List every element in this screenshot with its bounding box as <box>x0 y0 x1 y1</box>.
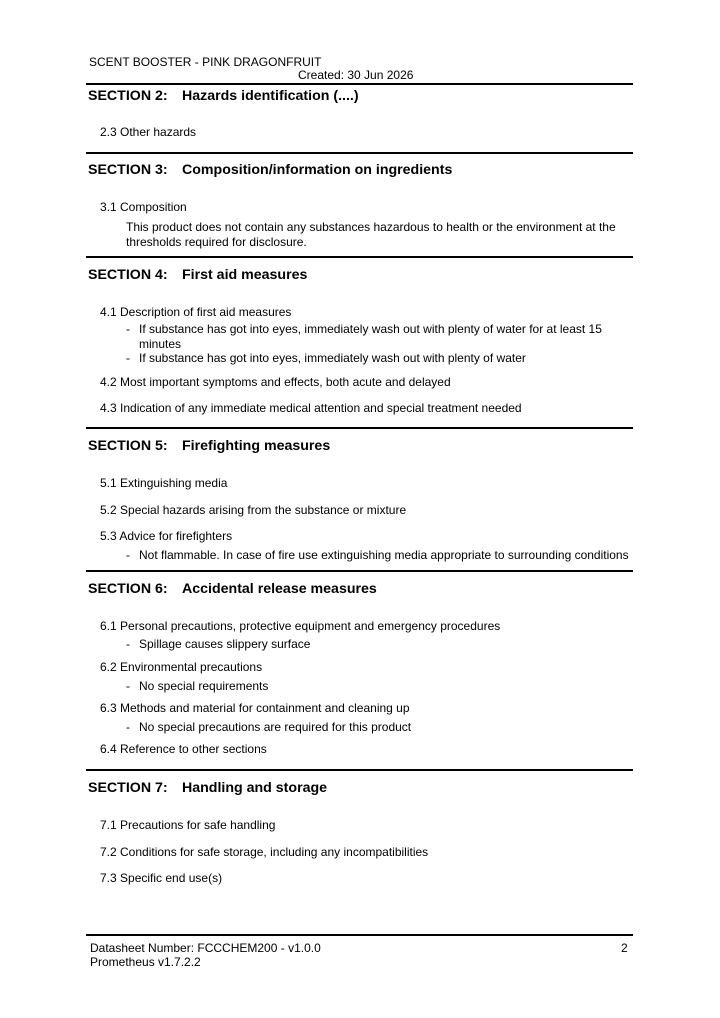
section-number: SECTION 4: <box>88 267 168 283</box>
subsection-heading: 6.1 Personal precautions, protective equipment and emergency procedures <box>100 619 501 633</box>
section-divider <box>86 427 633 429</box>
section-title: Accidental release measures <box>182 581 377 597</box>
section-7-heading <box>88 780 327 796</box>
software-version: Prometheus v1.7.2.2 <box>90 955 201 969</box>
section-3-heading <box>88 162 452 178</box>
bullet-text: If substance has got into eyes, immediately wash out with plenty of water for at least 15 minutes <box>139 322 602 351</box>
bullet-item: - If substance has got into eyes, immediately wash out with plenty of water <box>126 351 526 365</box>
created-date: Created: 30 Jun 2026 <box>298 68 414 82</box>
subsection-text: This product does not contain any substances hazardous to health or the environment at the thresholds required for disclosure. <box>126 220 616 249</box>
bullet-text: If substance has got into eyes, immediately wash out with plenty of water <box>139 351 526 365</box>
bullet-text: Spillage causes slippery surface <box>139 637 311 651</box>
subsection-heading: 6.2 Environmental precautions <box>100 660 263 674</box>
subsection-heading: 3.1 Composition <box>100 200 187 214</box>
bullet-item: - If substance has got into eyes, immediately wash out with plenty of water for at least 15 minutes <box>126 322 602 351</box>
section-2-heading <box>88 88 359 104</box>
subsection-heading: 4.2 Most important symptoms and effects, both acute and delayed <box>100 375 451 389</box>
section-divider <box>86 256 633 258</box>
section-5-heading <box>88 438 330 454</box>
bullet-item: - Spillage causes slippery surface <box>126 637 311 651</box>
section-number: SECTION 7: <box>88 780 168 796</box>
section-title: Handling and storage <box>182 780 328 796</box>
subsection-heading: 4.1 Description of first aid measures <box>100 305 292 319</box>
subsection-heading: 7.3 Specific end use(s) <box>100 871 223 885</box>
bullet-text: No special requirements <box>139 679 269 693</box>
bullet-text: Not flammable. In case of fire use extinguishing media appropriate to surrounding conditions <box>139 548 629 562</box>
section-title: Composition/information on ingredients <box>182 162 453 178</box>
bullet-item: - Not flammable. In case of fire use extinguishing media appropriate to surrounding conditions <box>126 548 629 562</box>
subsection-heading: 7.1 Precautions for safe handling <box>100 818 276 832</box>
subsection-heading: 5.2 Special hazards arising from the substance or mixture <box>100 503 407 517</box>
section-number: SECTION 6: <box>88 581 168 597</box>
subsection-heading: 5.3 Advice for firefighters <box>100 529 233 543</box>
datasheet-number: Datasheet Number: FCCCHEM200 - v1.0.0 <box>90 941 321 955</box>
bullet-item: - No special precautions are required for this product <box>126 720 412 734</box>
footer-divider <box>86 934 633 936</box>
subsection-heading: 2.3 Other hazards <box>100 125 197 139</box>
subsection-heading: 5.1 Extinguishing media <box>100 476 228 490</box>
section-title: Hazards identification (....) <box>182 88 359 104</box>
subsection-heading: 6.4 Reference to other sections <box>100 742 267 756</box>
section-4-heading <box>88 267 307 283</box>
section-divider <box>86 769 633 771</box>
section-divider <box>86 152 633 154</box>
section-divider <box>86 570 633 572</box>
section-6-heading <box>88 581 377 597</box>
section-title: Firefighting measures <box>182 438 331 454</box>
bullet-text: No special precautions are required for this product <box>139 720 412 734</box>
section-number: SECTION 3: <box>88 162 168 178</box>
section-title: First aid measures <box>182 267 308 283</box>
section-number: SECTION 2: <box>88 88 168 104</box>
section-number: SECTION 5: <box>88 438 168 454</box>
subsection-heading: 6.3 Methods and material for containment and cleaning up <box>100 701 410 715</box>
page-number: 2 <box>621 941 628 955</box>
subsection-heading: 7.2 Conditions for safe storage, including any incompatibilities <box>100 845 429 859</box>
subsection-heading: 4.3 Indication of any immediate medical attention and special treatment needed <box>100 401 522 415</box>
product-name: SCENT BOOSTER - PINK DRAGONFRUIT <box>89 55 322 69</box>
bullet-item: - No special requirements <box>126 679 269 693</box>
section-divider <box>86 83 633 85</box>
